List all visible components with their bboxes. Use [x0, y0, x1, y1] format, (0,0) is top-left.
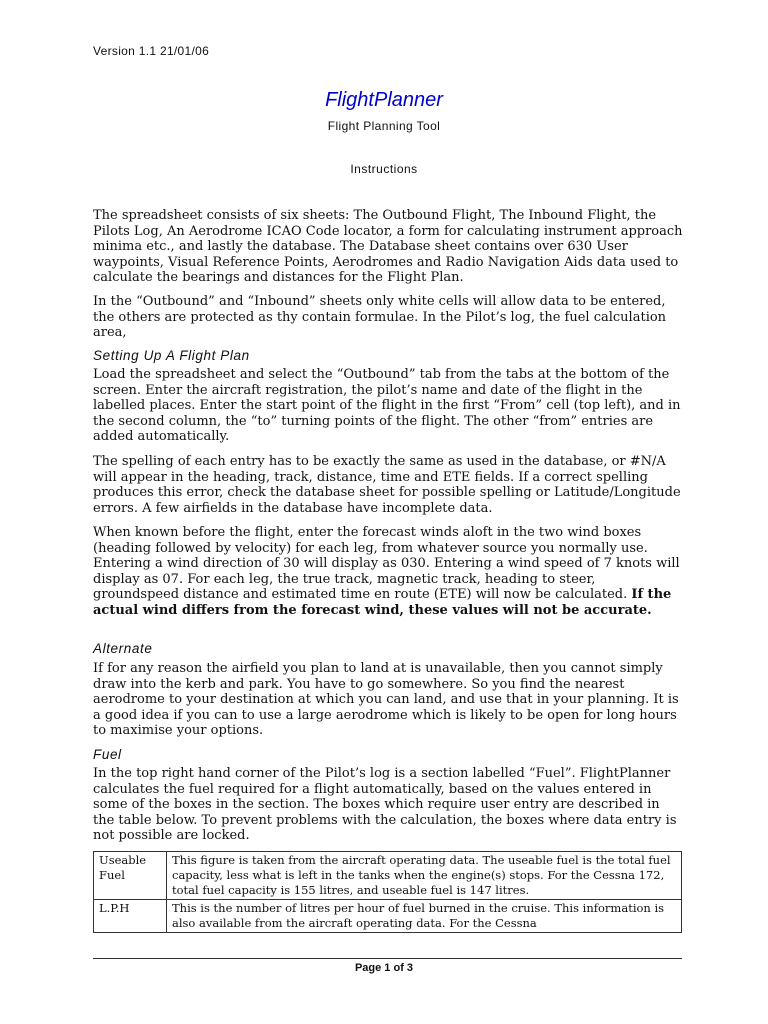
- paragraph-alternate: [93, 661, 683, 739]
- version-label: Version 1.1 21/01/06: [93, 44, 210, 58]
- table-cell-desc: This figure is taken from the aircraft operating data. The useable fuel is the total fuel capacity, less what is left in the tanks when the engine(s) stops. For the Cessna 172, total fuel capacity is 155 litres, and useable fuel is 147 litres.: [167, 852, 682, 900]
- paragraph-fuel: [93, 766, 683, 844]
- table-cell-term: Useable Fuel: [94, 852, 167, 900]
- paragraph-setup: [93, 367, 683, 445]
- winds-text: When known before the flight, enter the forecast winds aloft in the two wind boxes (heading followed by velocity) for each leg, from whatever source you normally use. Entering a wind direction of 30 will display as 030. Entering a wind speed of 7 knots will display as 07. For each leg, the true track, magnetic track, heading to steer, groundspeed distance and estimated time en route (ETE) will now be calculated.: [93, 525, 680, 603]
- winds-warning: If the actual wind differs from the forecast wind, these values will not be accurate.: [93, 587, 672, 618]
- paragraph-text: In the top right hand corner of the Pilot’s log is a section labelled “Fuel”. FlightPlanner calculates the fuel required for a flight automatically, based on the values entered in some of the boxes in the section. The boxes which require user entry are described in the table below. To prevent problems with the calculation, the boxes where data entry is not possible are locked.: [93, 766, 677, 844]
- paragraph-overview: [93, 208, 683, 286]
- table-row: [94, 900, 682, 933]
- paragraph-text: [93, 525, 683, 619]
- paragraph-text: The spelling of each entry has to be exactly the same as used in the database, or #N/A will appear in the heading, track, distance, time and ETE fields. If a correct spelling produces this error, check the database sheet for possible spelling or Latitude/Longitude errors. A few airfields in the database have incomplete data.: [93, 454, 681, 516]
- heading-fuel: Fuel: [93, 747, 122, 762]
- fuel-table: [93, 851, 682, 933]
- paragraph-text: If for any reason the airfield you plan to land at is unavailable, then you cannot simply draw into the kerb and park. You have to go somewhere. So you find the nearest aerodrome to your destination at which you can land, and use that in your planning. It is a good idea if you can to use a large aerodrome which is likely to be open for long hours to maximise your options.: [93, 661, 679, 739]
- heading-alternate: Alternate: [93, 641, 153, 656]
- paragraph-sheets: [93, 294, 683, 341]
- paragraph-text: In the “Outbound” and “Inbound” sheets only white cells will allow data to be entered, the others are protected as thy contain formulae. In the Pilot’s log, the fuel calculation area,: [93, 294, 667, 341]
- paragraph-spelling: [93, 454, 683, 516]
- table-cell-term: L.P.H: [94, 900, 167, 933]
- table-row: [94, 852, 682, 900]
- paragraph-winds: [93, 525, 683, 619]
- footer-rule: [93, 958, 682, 959]
- doc-subtitle: Flight Planning Tool: [327, 119, 441, 133]
- page-number: Page 1 of 3: [354, 962, 414, 974]
- section-label: Instructions: [350, 162, 418, 176]
- heading-setup: Setting Up A Flight Plan: [93, 348, 250, 363]
- paragraph-text: Load the spreadsheet and select the “Outbound” tab from the tabs at the bottom of the screen. Enter the aircraft registration, the pilot’s name and date of the flight in the labelled places. Enter the start point of the flight in the first “From” cell (top left), and in the second column, the “to” turning points of the flight. The other “from” entries are added automatically.: [93, 367, 681, 445]
- paragraph-text: The spreadsheet consists of six sheets: The Outbound Flight, The Inbound Flight, the Pilots Log, An Aerodrome ICAO Code locator, a form for calculating instrument approach minima etc., and lastly the database. The Database sheet contains over 630 User waypoints, Visual Reference Points, Aerodromes and Radio Navigation Aids data used to calculate the bearings and distances for the Flight Plan.: [93, 208, 683, 286]
- table-cell-desc: This is the number of litres per hour of fuel burned in the cruise. This information is also available from the aircraft operating data. For the Cessna: [167, 900, 682, 933]
- doc-title: FlightPlanner: [325, 89, 443, 111]
